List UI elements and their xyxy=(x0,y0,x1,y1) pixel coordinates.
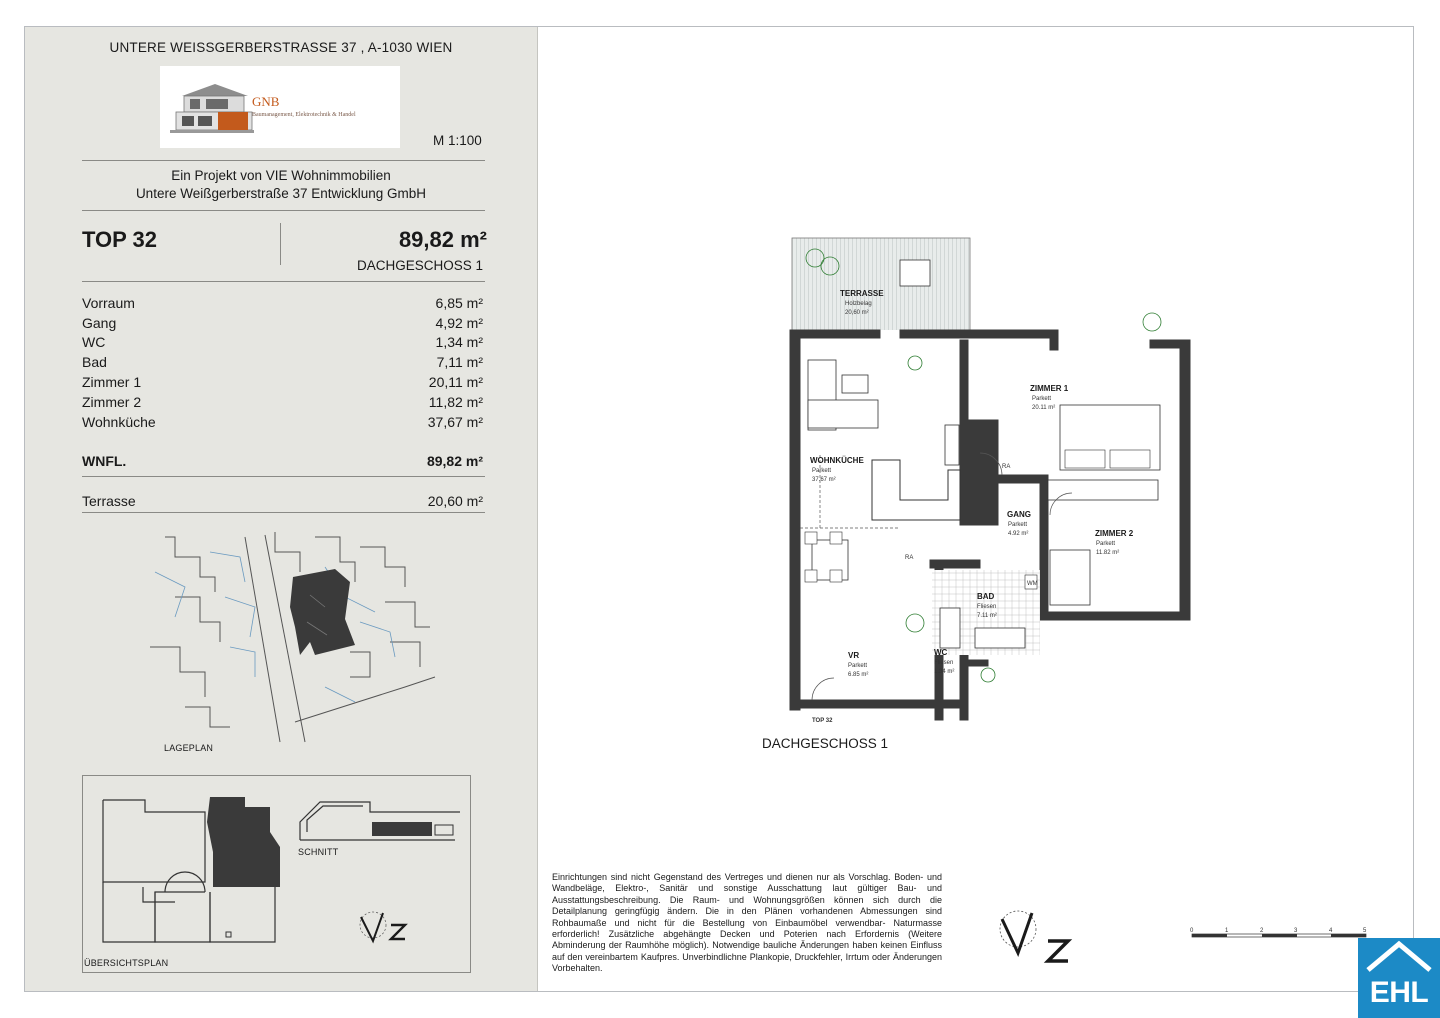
scale-tick: 3 xyxy=(1294,928,1298,934)
plan-room-floor: Holzbelag xyxy=(845,301,872,307)
project-line-2: Untere Weißgerberstraße 37 Entwicklung GmbH xyxy=(135,186,427,201)
plan-room-floor: Parkett xyxy=(1008,522,1028,528)
room-row xyxy=(82,374,483,390)
divider xyxy=(82,210,485,211)
unit-number: TOP 32 xyxy=(82,227,158,252)
plan-room-name: WC xyxy=(934,648,948,657)
scale-tick: 0 xyxy=(1190,928,1194,934)
overview-plan xyxy=(95,792,295,952)
plan-floor-label: DACHGESCHOSS 1 xyxy=(762,736,889,751)
north-arrow-icon xyxy=(990,905,1090,975)
room-area: 20,11 m² xyxy=(428,374,483,390)
room-area: 7,11 m² xyxy=(436,354,483,370)
drawing-scale: M 1:100 xyxy=(433,133,482,148)
floor-plan xyxy=(760,230,1200,730)
room-name: WC xyxy=(82,334,106,350)
plan-room-name: TERRASSE xyxy=(840,289,884,298)
plan-room-floor: Parkett xyxy=(848,663,868,669)
site-plan-label: LAGEPLAN xyxy=(164,743,214,753)
house-roof-icon xyxy=(1358,938,1440,978)
ehl-logo xyxy=(1358,938,1440,1018)
terrace-row xyxy=(82,493,483,509)
plan-room-name: ZIMMER 1 xyxy=(1030,384,1069,393)
vertical-divider xyxy=(280,223,281,265)
divider xyxy=(82,281,485,282)
room-area: 11,82 m² xyxy=(428,394,483,410)
room-row xyxy=(82,315,483,331)
scale-tick: 4 xyxy=(1329,928,1333,934)
site-plan xyxy=(145,527,445,742)
plan-room-floor: Parkett xyxy=(812,468,832,474)
developer-logo xyxy=(160,66,400,148)
project-address: UNTERE WEISSGERBERSTRASSE 37 , A-1030 WIEN xyxy=(109,40,453,55)
divider xyxy=(82,476,485,477)
project-line-1: Ein Projekt von VIE Wohnimmobilien xyxy=(171,168,391,183)
total-row xyxy=(82,453,483,469)
plan-room-floor: Fliesen xyxy=(977,604,997,610)
room-row xyxy=(82,414,483,430)
scale-tick: 5 xyxy=(1363,928,1367,934)
room-row xyxy=(82,354,483,370)
scale-tick: 1 xyxy=(1225,928,1229,934)
room-area: 6,85 m² xyxy=(435,295,483,311)
room-row xyxy=(82,394,483,410)
plan-room-area: 4.92 m² xyxy=(1008,531,1029,537)
plan-room-area: 37.67 m² xyxy=(812,477,836,483)
info-panel xyxy=(25,27,538,991)
divider xyxy=(82,512,485,513)
total-area: 89,82 m² xyxy=(426,453,483,469)
plan-unit-mark: TOP 32 xyxy=(812,718,833,724)
plan-mark-ra: RA xyxy=(1002,464,1011,470)
plan-room-name: GANG xyxy=(1007,510,1031,519)
room-name: Gang xyxy=(82,315,117,331)
room-row xyxy=(82,334,483,350)
terrace-area: 20,60 m² xyxy=(427,493,483,509)
room-name: Wohnküche xyxy=(82,414,156,430)
room-area: 1,34 m² xyxy=(435,334,483,350)
plan-room-floor: Parkett xyxy=(1032,396,1052,402)
divider xyxy=(82,160,485,161)
room-area: 4,92 m² xyxy=(435,315,483,331)
room-name: Zimmer 1 xyxy=(82,374,142,390)
plan-room-area: 11.82 m² xyxy=(1096,550,1120,556)
scale-bar xyxy=(1188,926,1378,946)
plan-room-name: WOHNKÜCHE xyxy=(810,456,864,465)
room-name: Bad xyxy=(82,354,107,370)
logo-house-icon xyxy=(160,66,250,148)
brand-name: EHL xyxy=(1369,976,1429,1009)
disclaimer-text: Einrichtungen sind nicht Gegenstand des Vertreges und dienen nur als Vorschlag. Boden- und Wandbeläge, Elektro-, Sanitär und sonstige Ausschattung laut gültiger Bau- und Ausstattungsbeschreibung. Die Raum- und Wohnungsgrößen können sich durch die Detailplanung geringfügig ändern. Die in den Plänen vorhandenen Abmessungen sind Rohbaumaße und nicht für die Bestellung von Einbaumöbel verwendbar- Naturmasse erforderlich! Zusätzliche abgehängte Decken und Poterien nach Erfordernis (Weitere Abminderung der Raumhöhe möglich). Notwendige bauliche Änderungen haben keinen Einfluss auf den vereinbartem Kaufpres. Unverbindlichne Plankopie, Druckfehler, Irrtum oder Änderungen Vorbehalten. xyxy=(552,872,942,974)
north-arrow-icon xyxy=(355,905,425,955)
plan-room-name: BAD xyxy=(977,592,995,601)
section-label: SCHNITT xyxy=(298,847,339,857)
scale-tick: 2 xyxy=(1260,928,1264,934)
plan-room-floor: Fliesen xyxy=(934,660,954,666)
section-drawing xyxy=(295,792,465,852)
room-name: Zimmer 2 xyxy=(82,394,142,410)
plan-room-area: 20,60 m² xyxy=(845,310,869,316)
plan-mark-wm: WM xyxy=(1027,581,1038,587)
room-name: Vorraum xyxy=(82,295,135,311)
room-area: 37,67 m² xyxy=(427,414,483,430)
plan-room-area: 6.85 m² xyxy=(848,672,869,678)
total-label: WNFL. xyxy=(82,453,127,469)
logo-subtitle: Baumanagement, Elektrotechnik & Handel xyxy=(252,112,356,118)
plan-room-area: 1.34 m² xyxy=(934,669,955,675)
overview-label: ÜBERSICHTSPLAN xyxy=(84,958,169,968)
plan-room-name: VR xyxy=(848,651,860,660)
plan-mark-ra: RA xyxy=(905,555,914,561)
plan-room-floor: Parkett xyxy=(1096,541,1116,547)
unit-area: 89,82 m² xyxy=(398,227,487,252)
terrace-label: Terrasse xyxy=(82,493,136,509)
plan-room-area: 20.11 m² xyxy=(1032,405,1056,411)
plan-room-area: 7.11 m² xyxy=(977,613,997,619)
logo-name: GNB xyxy=(252,94,280,109)
room-row xyxy=(82,295,483,311)
plan-room-name: ZIMMER 2 xyxy=(1095,529,1134,538)
unit-floor: DACHGESCHOSS 1 xyxy=(356,258,483,273)
